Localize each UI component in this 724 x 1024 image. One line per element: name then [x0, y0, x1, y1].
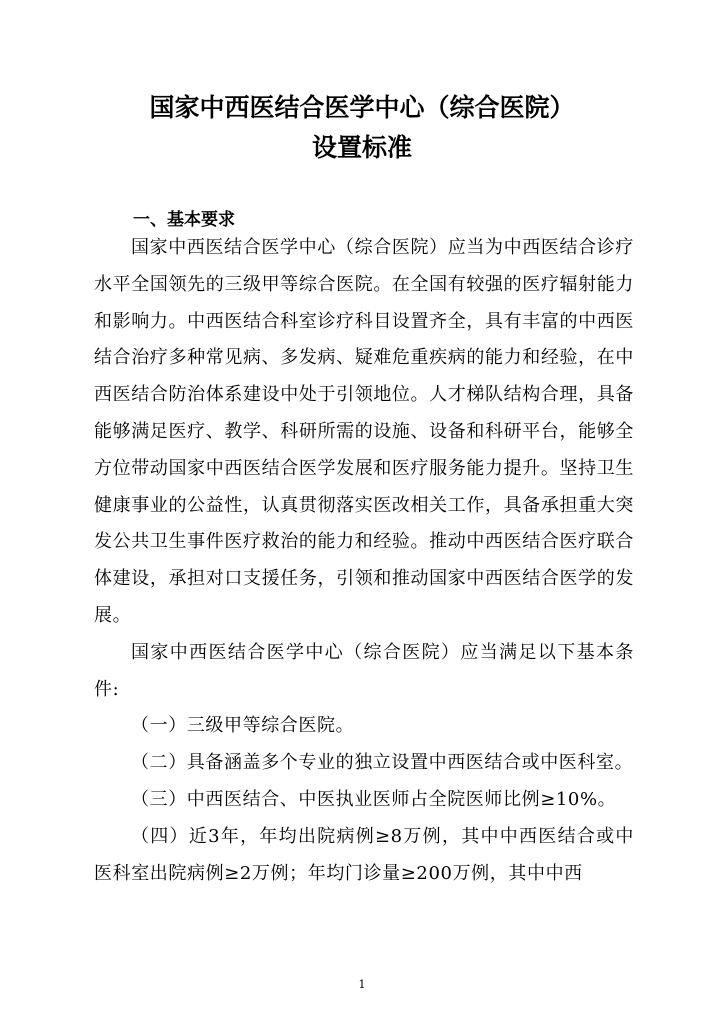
paragraph-conditions-lead: 国家中西医结合医学中心（综合医院）应当满足以下基本条件: — [94, 641, 634, 700]
paragraph-condition-4: （四）近3年，年均出院病例≥8万例，其中中西医结合或中医科室出院病例≥2万例；年均门诊量≥200万例，其中中西 — [94, 825, 634, 884]
document-title-line1: 国家中西医结合医学中心（综合医院） — [149, 93, 575, 122]
section-heading-basic-requirements: 一、基本要求 — [133, 210, 235, 230]
document-body — [94, 230, 634, 892]
page-number: 1 — [358, 978, 366, 991]
paragraph-condition-2: （二）具备涵盖多个专业的独立设置中西医结合或中医科室。 — [131, 752, 634, 774]
document-title-line2: 设置标准 — [311, 133, 412, 162]
paragraph-intro: 国家中西医结合医学中心（综合医院）应当为中西医结合诊疗水平全国领先的三级甲等综合医院。在全国有较强的医疗辐射能力和影响力。中西医结合科室诊疗科目设置齐全，具有丰富的中西医结合治疗多种常见病、多发病、疑难危重疾病的能力和经验，在中西医结合防治体系建设中处于引领地位。人才梯队结构合理，具备能够满足医疗、教学、科研所需的设施、设备和科研平台，能够全方位带动国家中西医结合医学发展和医疗服务能力提升。坚持卫生健康事业的公益性，认真贯彻落实医改相关工作，具备承担重大突发公共卫生事件医疗救治的能力和经验。推动中西医结合医疗联合体建设，承担对口支援任务，引领和推动国家中西医结合医学的发展。 — [94, 237, 634, 626]
paragraph-condition-1: （一）三级甲等综合医院。 — [131, 715, 355, 737]
paragraph-condition-3: （三）中西医结合、中医执业医师占全院医师比例≥10%。 — [131, 788, 617, 810]
